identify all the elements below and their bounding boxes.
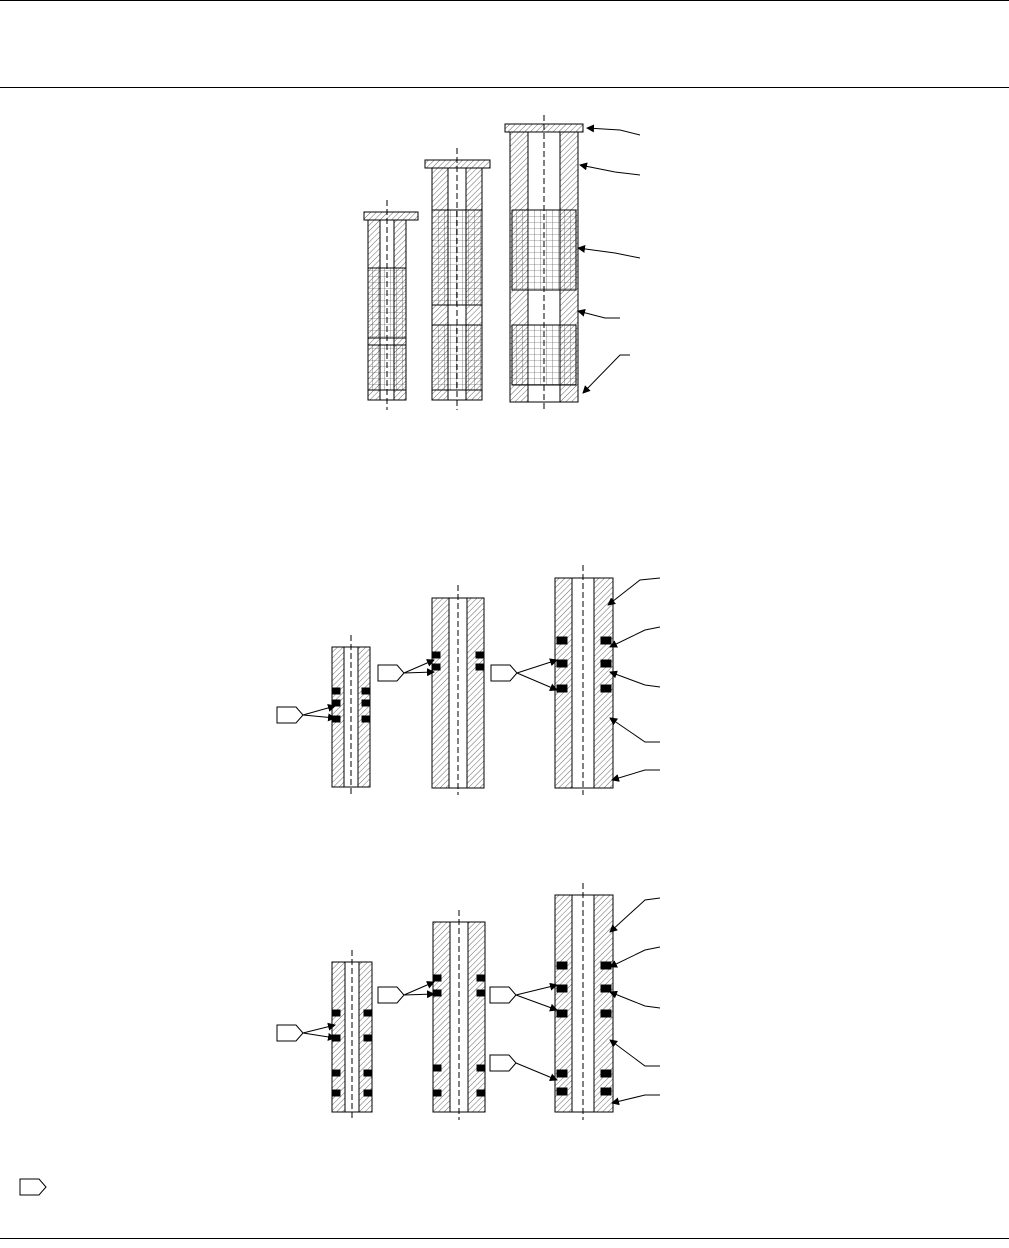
figure-c-part-large [555,883,613,1120]
figure-b-flag-3 [491,665,517,681]
figure-c-callouts [610,898,660,1103]
figure-a-callouts [578,128,640,393]
figure-c-flags [277,982,557,1080]
figure-c-part-small [332,950,372,1120]
figure-c-flag-2 [378,987,404,1003]
figure-a-part-large [505,115,583,410]
figure-b [277,565,660,795]
figure-b-part-medium [432,585,484,795]
figure-a-part-small [364,200,418,410]
figure-a [364,115,640,410]
figure-c-part-medium [433,910,485,1120]
figure-c-flag-3 [490,987,516,1003]
figure-c [277,883,660,1120]
figure-b-part-large [555,565,613,795]
legend-flag [20,1179,46,1195]
figure-b-flags [277,660,557,723]
figure-b-part-small [332,635,370,795]
figure-b-callouts [608,578,660,780]
figure-b-flag-1 [277,707,303,723]
figure-c-flag-4 [490,1055,516,1071]
figure-c-flag-1 [277,1025,303,1041]
figure-b-flag-2 [378,665,404,681]
figure-a-part-medium [425,148,490,410]
